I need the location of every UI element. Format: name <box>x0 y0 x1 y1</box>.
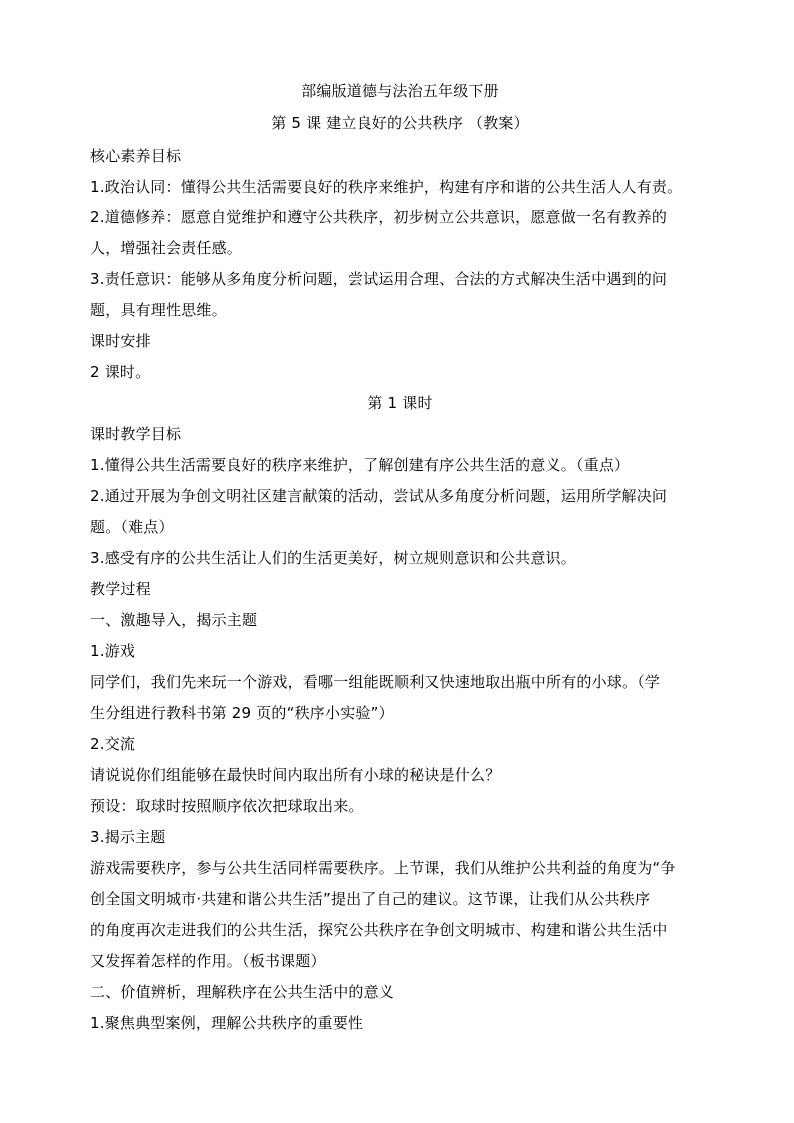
lesson-period-heading: 第 1 课时 <box>367 394 433 412</box>
paragraph-line: 预设：取球时按照顺序依次把球取出来。 <box>90 797 364 815</box>
paragraph-line: 同学们，我们先来玩一个游戏，看哪一组能既顺利又快速地取出瓶中所有的小球。（学 <box>90 673 661 691</box>
document-title: 部编版道德与法治五年级下册 <box>301 82 499 100</box>
section-heading-lesson-goals: 课时教学目标 <box>90 425 182 443</box>
subsection-heading: 2.交流 <box>90 735 136 753</box>
document-subtitle: 第 5 课 建立良好的公共秩序 （教案） <box>271 114 529 132</box>
paragraph-line: 3.感受有序的公共生活让人们的生活更美好，树立规则意识和公共意识。 <box>90 549 576 567</box>
paragraph-line: 人，增强社会责任感。 <box>90 239 243 257</box>
paragraph-line: 生分组进行教科书第 29 页的“秩序小实验”） <box>90 704 394 722</box>
section-heading-schedule: 课时安排 <box>90 332 151 350</box>
section-heading: 二、价值辨析，理解秩序在公共生活中的意义 <box>90 983 395 1001</box>
section-heading-core-goals: 核心素养目标 <box>90 147 182 165</box>
paragraph-line: 题。（难点） <box>90 518 174 536</box>
paragraph-line: 游戏需要秩序，参与公共生活同样需要秩序。上节课，我们从维护公共利益的角度为“争 <box>90 859 676 877</box>
paragraph-line: 创全国文明城市·共建和谐公共生活”提出了自己的建议。这节课，让我们从公共秩序 <box>90 890 651 908</box>
paragraph-line: 请说说你们组能够在最快时间内取出所有小球的秘诀是什么？ <box>90 766 501 784</box>
subsection-heading: 1.游戏 <box>90 642 136 660</box>
paragraph-line: 又发挥着怎样的作用。（板书课题） <box>90 952 326 970</box>
paragraph-line: 题，具有理性思维。 <box>90 301 227 319</box>
paragraph-line: 1.懂得公共生活需要良好的秩序来维护，了解创建有序公共生活的意义。（重点） <box>90 456 630 474</box>
paragraph-line: 2 课时。 <box>90 363 151 381</box>
subsection-heading: 一、激趣导入，揭示主题 <box>90 611 258 629</box>
paragraph-line: 2.通过开展为争创文明社区建言献策的活动，尝试从多角度分析问题，运用所学解决问 <box>90 487 668 505</box>
paragraph-line: 1.政治认同：懂得公共生活需要良好的秩序来维护，构建有序和谐的公共生活人人有责。 <box>90 178 683 196</box>
subsection-heading: 3.揭示主题 <box>90 828 166 846</box>
paragraph-line: 2.道德修养：愿意自觉维护和遵守公共秩序，初步树立公共意识，愿意做一名有教养的 <box>90 208 668 226</box>
paragraph-line: 3.责任意识：能够从多角度分析问题，尝试运用合理、合法的方式解决生活中遇到的问 <box>90 270 668 288</box>
paragraph-line: 的角度再次走进我们的公共生活，探究公共秩序在争创文明城市、构建和谐公共生活中 <box>90 921 668 939</box>
subsection-heading: 1.聚焦典型案例，理解公共秩序的重要性 <box>90 1014 364 1032</box>
section-heading-process: 教学过程 <box>90 580 151 598</box>
